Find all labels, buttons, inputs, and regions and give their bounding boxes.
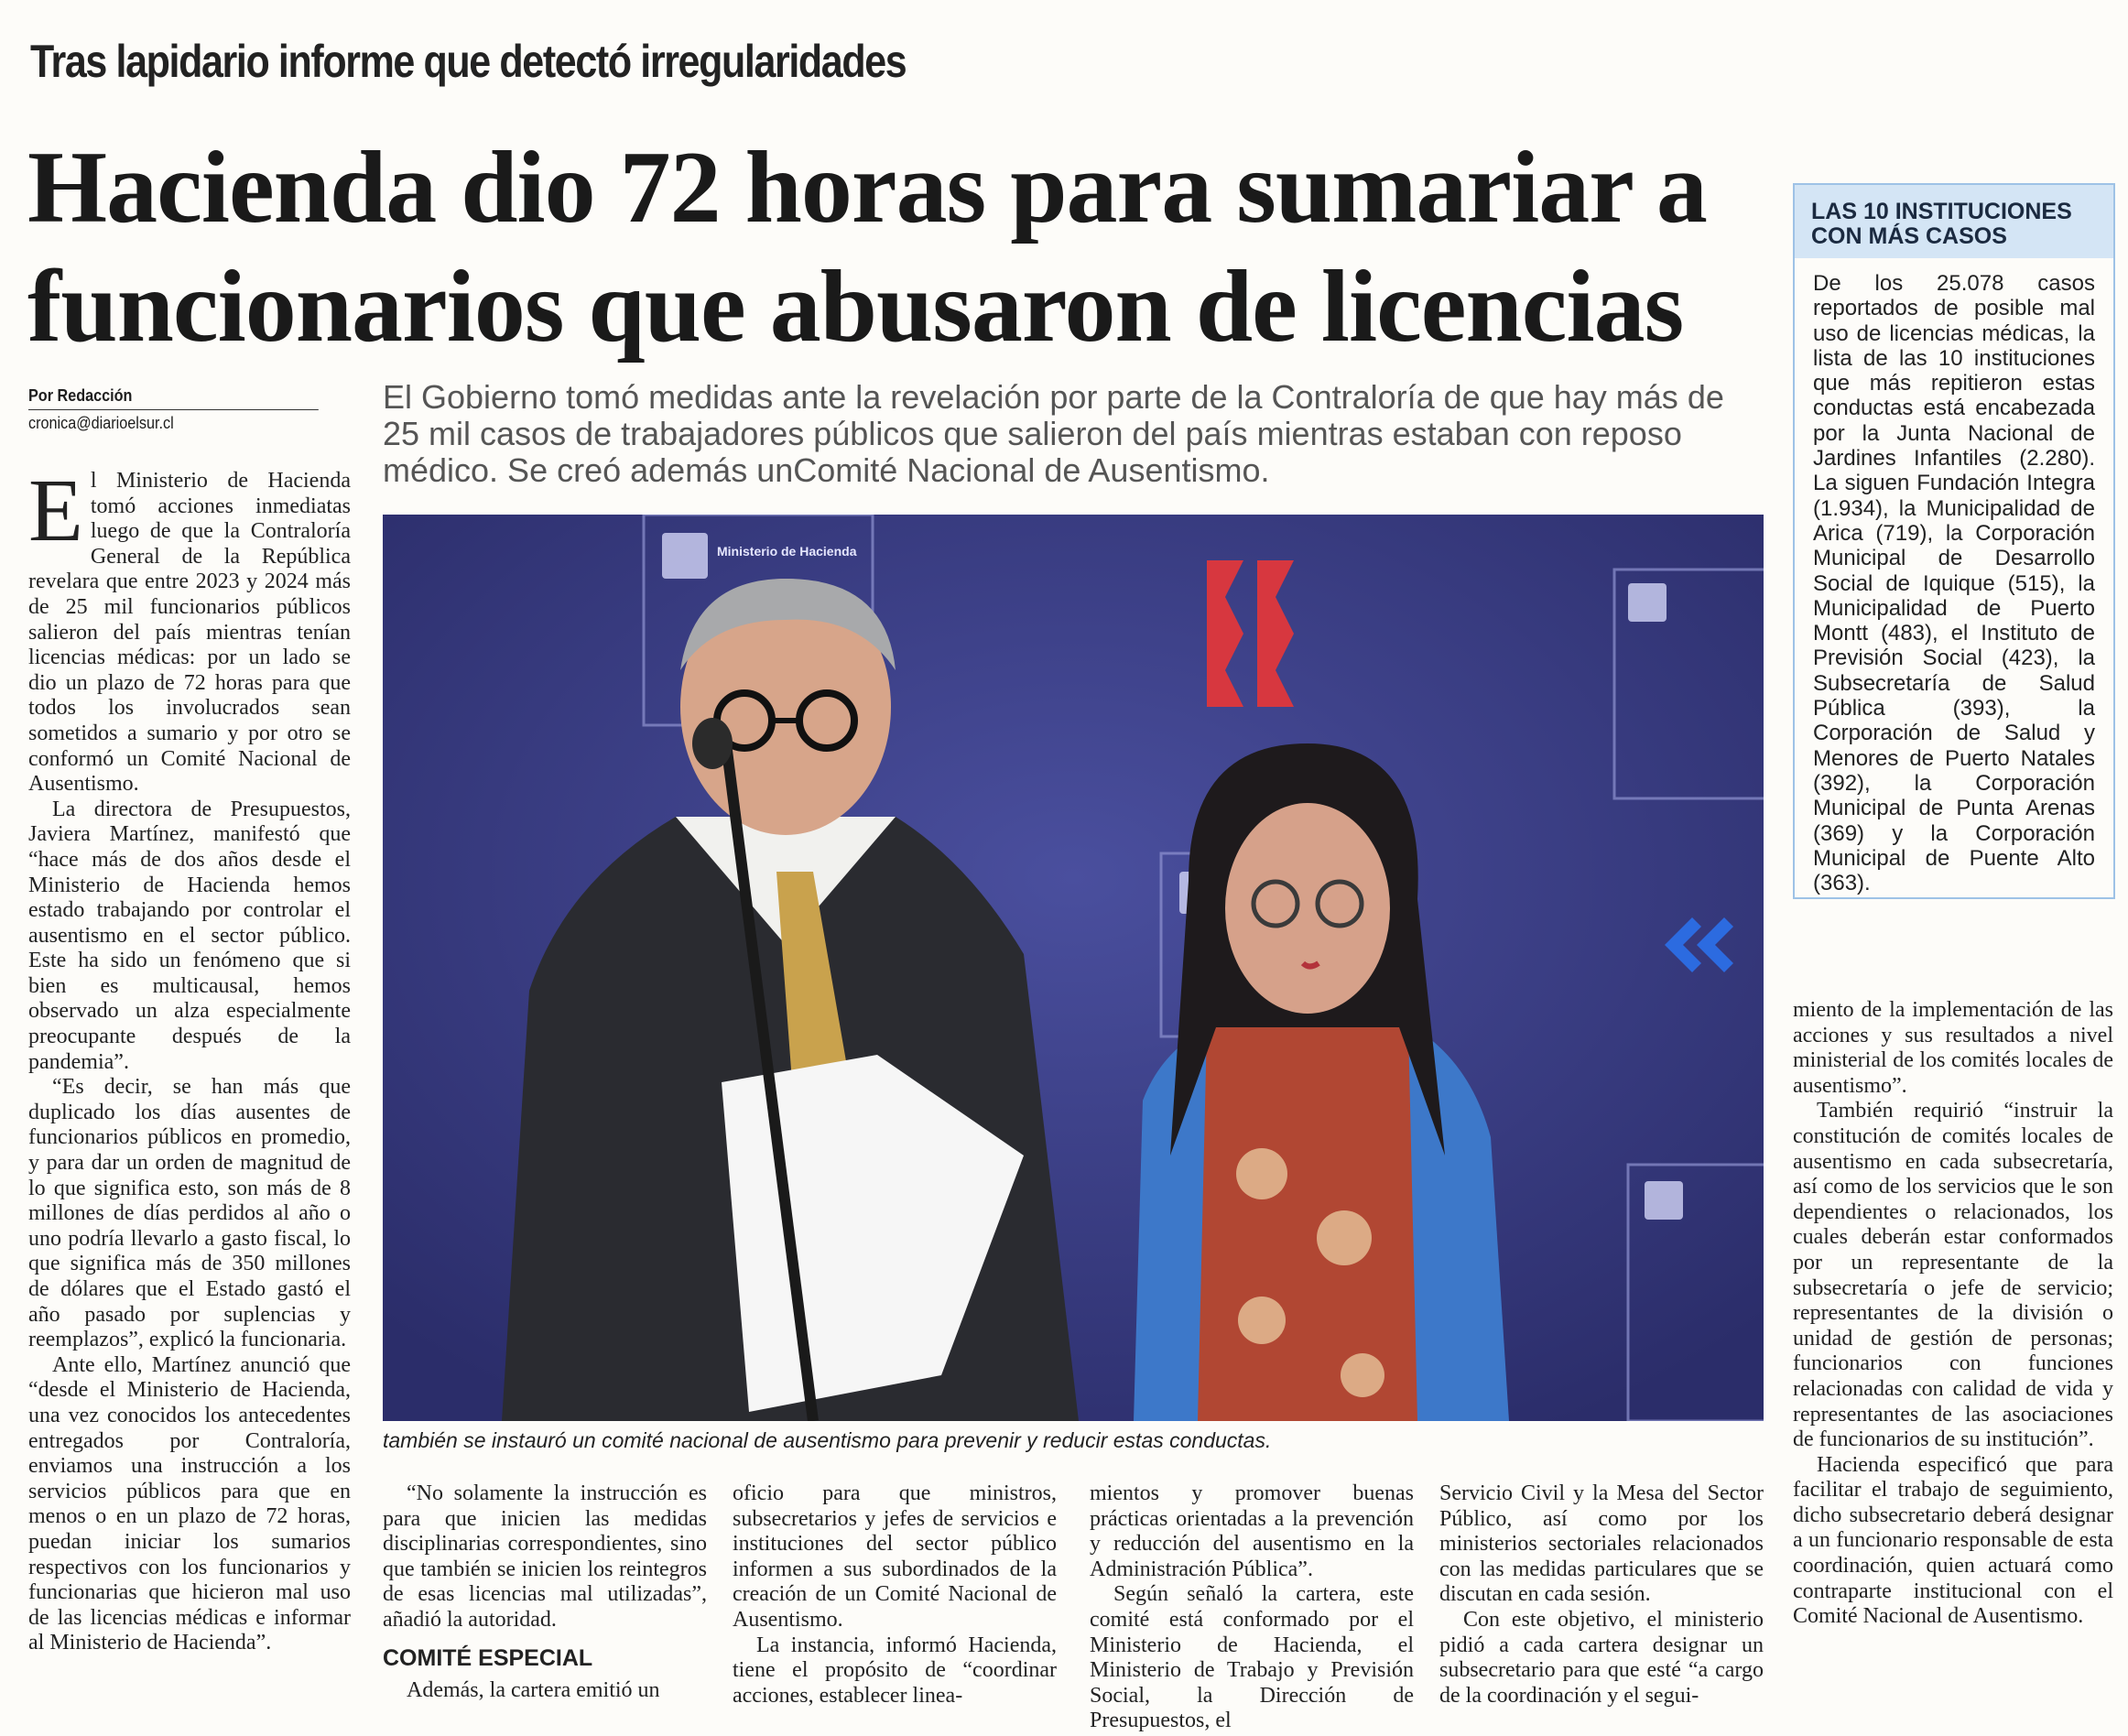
photo-caption: también se instauró un comité nacional de ausentismo para prevenir y reducir estas conductas. xyxy=(383,1428,1272,1452)
article-photo xyxy=(383,515,1764,1421)
author-email: cronica@diarioelsur.cl xyxy=(28,414,174,432)
byline: Por Redacción xyxy=(28,386,319,410)
sidebar-box xyxy=(1793,183,2115,899)
press-conference-illustration xyxy=(383,515,1764,1421)
body-paragraph: Servicio Civil y la Mesa del Sector Público, así como por los ministerios sectoriales relacionados con las medidas particulares que se discutan en cada sesión. xyxy=(1439,1481,1764,1607)
first-paragraph: El Ministerio de Hacienda tomó acciones inmediatas luego de que la Contraloría General de la República revelara que entre 2023 y 2024 más de 25 mil funcionarios públicos salieron del país mientras tenían licencias médicas: por un lado se dio un plazo de 72 horas para que todos los involucrados sean sometidos a sumario y por otro se conformó un Comité Nacional de Ausentismo. xyxy=(28,461,351,797)
body-column-1 xyxy=(28,461,351,1656)
body-paragraph: Hacienda especificó que para facilitar el trabajo de seguimiento, dicho subsecretario deberá designar a un funcionario responsable de esta coordinación, quien actuará como contraparte institucional con el Comité Nacional de Ausentismo. xyxy=(1793,1452,2113,1629)
body-paragraph: Además, la cartera emitió un xyxy=(407,1678,660,1703)
body-paragraph: Con este objetivo, el ministerio pidió a cada cartera designar un subsecretario para que esté “a cargo de la coordinación y el segui- xyxy=(1439,1607,1764,1708)
drop-cap: E xyxy=(28,461,83,560)
body-paragraph: oficio para que ministros, subsecretarios y jefes de servicios e instituciones del sector público informen a sus subordinados de la creación de un Comité Nacional de Ausentismo. xyxy=(733,1481,1057,1632)
sidebar-title: LAS 10 INSTITUCIONES CON MÁS CASOS xyxy=(1795,185,2113,258)
body-column-3 xyxy=(733,1481,1057,1709)
headline: Hacienda dio 72 horas para sumariar a funcionarios que abusaron de licencias xyxy=(27,131,1707,363)
sidebar-body: De los 25.078 casos reportados de posible mal uso de licencias médicas, la lista de las 10 instituciones que más repitieron estas conductas está encabezada por la Junta Nacional de Jardines Infantiles (2.280). La siguen Fundación Integra (1.934), la Municipalidad de Arica (719), la Corporación Municipal de Desarrollo Social de Iquique (515), la Municipalidad de Puerto Montt (483), el Instituto de Previsión Social (423), la Subsecretaría de Salud Pública (393), la Corporación de Salud y Menores de Puerto Natales (392), la Corporación Municipal de Punta Arenas (369) y la Corporación Municipal de Puente Alto (363). xyxy=(1813,271,2095,896)
byline-block xyxy=(28,386,351,433)
body-paragraph: “Es decir, se han más que duplicado los días ausentes de funcionarios públicos en promedio, y para dar un orden de magnitud de lo que significa esto, son más de 8 millones de días perdidos al año o uno podría llevarlo a gasto fiscal, lo que significa más de 350 millones de dólares que el Estado gastó el año pasado por suplencias y reemplazos”, explicó la funcionaria. xyxy=(28,1075,351,1352)
lead-paragraph: El Gobierno tomó medidas ante la revelación por parte de la Contraloría de que hay más de 25 mil casos de trabajadores públicos que salieron del país mientras estaban con reposo médico. Se creó además unComité Nacional de Ausentismo. xyxy=(383,378,1724,489)
body-paragraph: mientos y promover buenas prácticas orientadas a la prevención y reducción del ausentismo en la Administración Pública”. xyxy=(1090,1481,1414,1581)
body-column-4 xyxy=(1090,1481,1414,1734)
body-paragraph: miento de la implementación de las acciones y sus resultados a nivel ministerial de los comités locales de ausentismo”. xyxy=(1793,998,2113,1098)
body-column-5 xyxy=(1439,1481,1764,1709)
body-paragraph: La instancia, informó Hacienda, tiene el propósito de “coordinar acciones, establecer linea- xyxy=(733,1633,1057,1708)
body-paragraph: “No solamente la instrucción es para que inicien las medidas disciplinarias correspondientes, sino que también se inicien los reintegros de esas licencias mal utilizadas”, añadió la autoridad. xyxy=(383,1481,707,1632)
body-paragraph: También requirió “instruir la constitución de comités locales de ausentismo en cada subsecretaría, así como de los servicios que le son dependientes o relacionados, los cuales deberán estar conformados por un representante de la subsecretaría o jefe de servicio; representantes de la división o unidad de gestión de personas; funcionarios con funciones relacionadas con calidad de vida y representantes de las asociaciones de funcionarios de su institución”. xyxy=(1793,1099,2113,1452)
body-paragraph: La directora de Presupuestos, Javiera Martínez, manifestó que “hace más de dos años desde el Ministerio de Hacienda hemos estado trabajando por controlar el ausentismo en el sector público. Este ha sido un fenómeno que si bien es multicausal, hemos observado un alza especialmente preocupante después de la pandemia”. xyxy=(28,797,351,1074)
body-column-2 xyxy=(383,1481,707,1704)
body-paragraph: Según señaló la cartera, este comité está conformado por el Ministerio de Hacienda, el Ministerio de Trabajo y Previsión Social, la Dirección de Presupuestos, el xyxy=(1090,1582,1414,1733)
body-paragraph: Ante ello, Martínez anunció que “desde el Ministerio de Hacienda, una vez conocidos los antecedentes entregados por Contraloría, enviamos una instrucción a los servicios públicos para que en menos o en un plazo de 72 horas, puedan iniciar los sumarios respectivos con los funcionarios y funcionarias que hicieron mal uso de las licencias médicas e informar al Ministerio de Hacienda”. xyxy=(28,1352,351,1655)
photo-sign-text: Ministerio de Hacienda xyxy=(717,544,857,559)
subheading: COMITÉ ESPECIAL xyxy=(383,1644,593,1671)
body-column-6 xyxy=(1793,998,2113,1630)
kicker: Tras lapidario informe que detectó irregularidades xyxy=(30,36,907,87)
